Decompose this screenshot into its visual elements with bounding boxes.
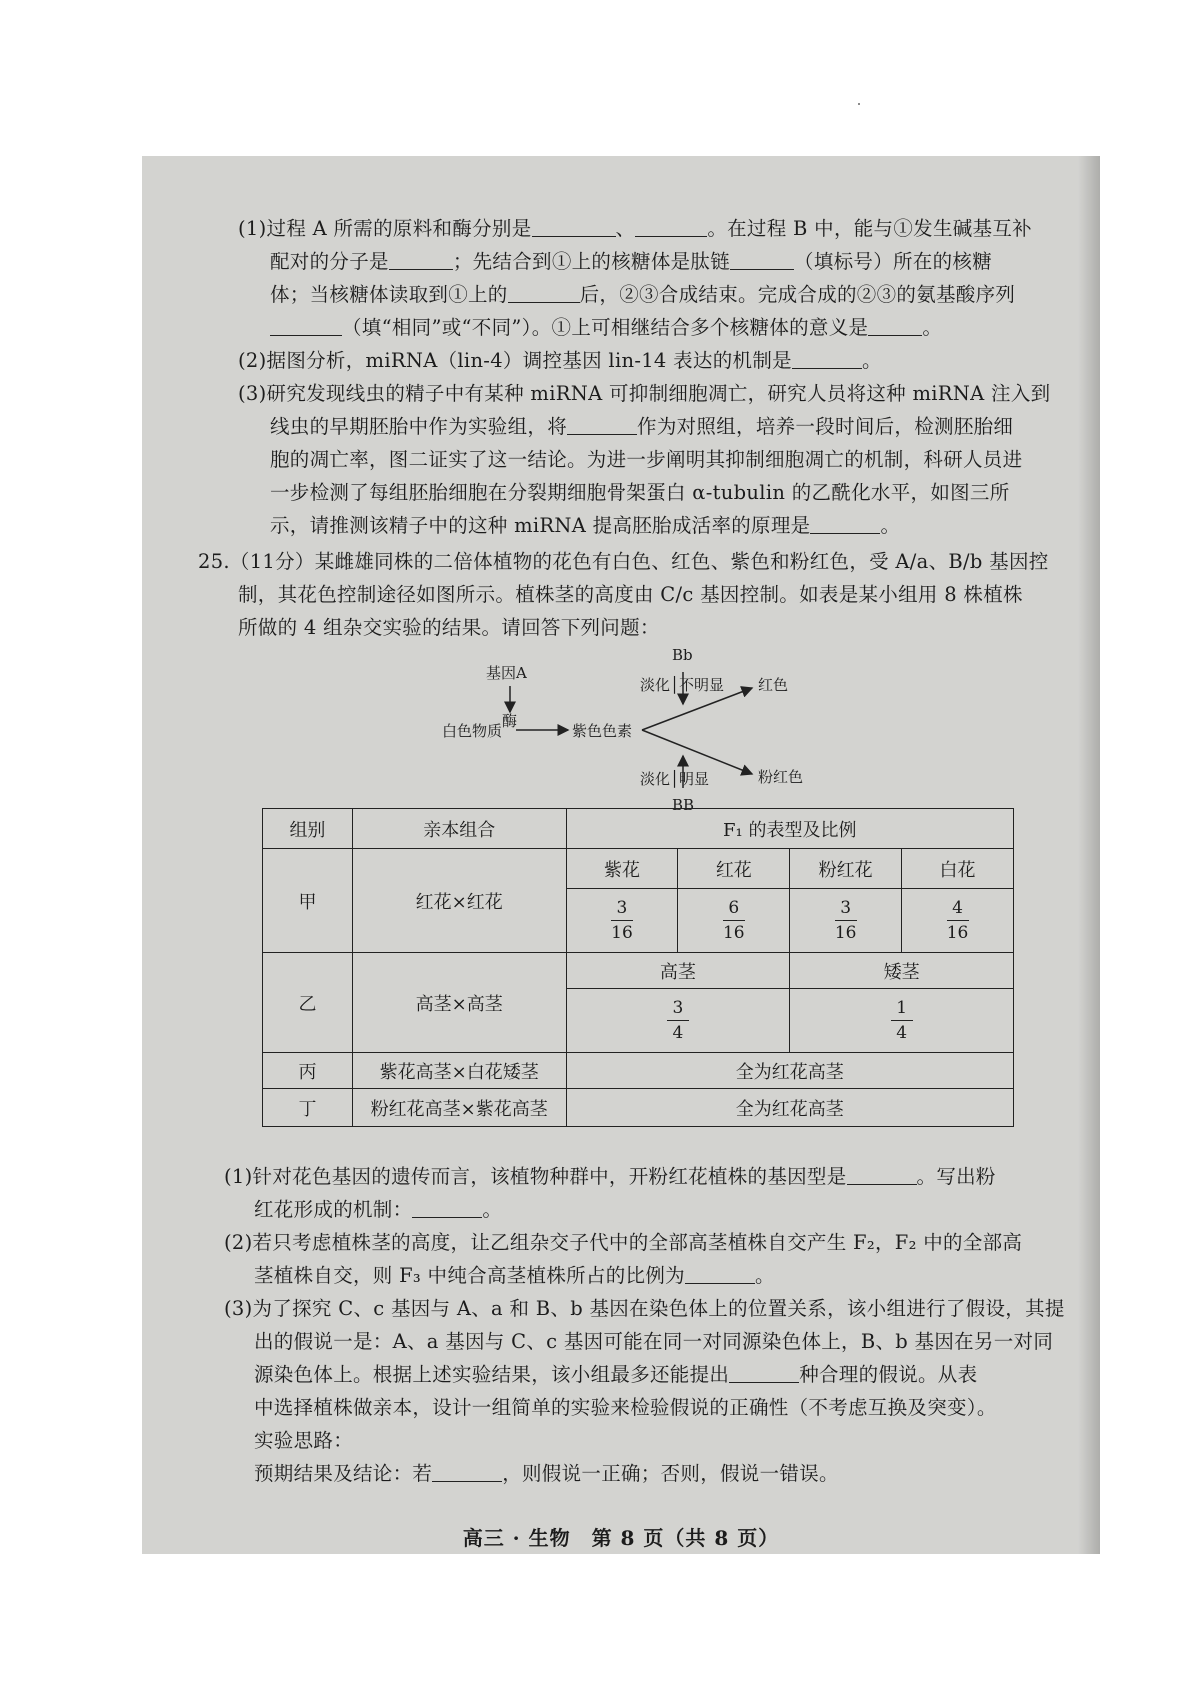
q24-part3-line1: (3)研究发现线虫的精子中有某种 miRNA 可抑制细胞凋亡，研究人员将这种 miRNA 注入到	[238, 382, 1051, 405]
q25-sub3-line4: 中选择植株做亲本，设计一组简单的实验来检验假说的正确性（不考虑互换及突变）。	[254, 1396, 997, 1419]
header-group: 组别	[263, 809, 353, 849]
q24-part1-line3: 体；当核糖体读取到①上的 后，②③合成结束。完成合成的②③的氨基酸序列	[270, 283, 1016, 306]
parents-yi: 高茎×高茎	[352, 953, 566, 1053]
q25-sub3-line3: 源染色体上。根据上述实验结果，该小组最多还能提出 种合理的假说。从表	[254, 1363, 978, 1386]
ratio-purple: $\frac{3}{16}$	[566, 889, 678, 953]
q25-sub1-line2: 红花形成的机制： 。	[254, 1198, 503, 1221]
fade-obvious-label: 淡化│明显	[640, 770, 710, 788]
fade-not-obvious-label: 淡化│不明显	[640, 676, 725, 694]
ratio-white: $\frac{4}{16}$	[902, 889, 1014, 953]
q25-intro-line1: 25.（11分）某雌雄同株的二倍体植物的花色有白色、红色、紫色和粉红色，受 A/a、B/b 基因控	[198, 550, 1049, 573]
page-edge-shadow	[1078, 156, 1100, 1554]
answer-blank[interactable]	[270, 315, 342, 336]
q24-part3-line3: 胞的凋亡率，图二证实了这一结论。为进一步阐明其抑制细胞凋亡的机制，科研人员进	[270, 448, 1023, 471]
exam-page	[142, 156, 1100, 1554]
enzyme-label: 酶	[502, 712, 518, 730]
q25-sub2-line1: (2)若只考虑植株茎的高度，让乙组杂交子代中的全部高茎植株自交产生 F₂，F₂ 中的全部高	[224, 1231, 1023, 1254]
answer-blank[interactable]	[730, 249, 794, 270]
ratio-tall: $\frac{3}{4}$	[566, 989, 790, 1053]
cross-results-table	[262, 808, 1014, 1127]
ratio-red: $\frac{6}{16}$	[678, 889, 790, 953]
group-bing: 丙	[263, 1053, 353, 1089]
phenotype-tall: 高茎	[566, 953, 790, 989]
result-bing: 全为红花高茎	[566, 1053, 1013, 1089]
q25-sub3-line2: 出的假说一是：A、a 基因与 C、c 基因可能在同一对同源染色体上，B、b 基因在另一对同	[254, 1330, 1054, 1353]
bb-top-label: Bb	[672, 646, 693, 664]
ratio-short: $\frac{1}{4}$	[790, 989, 1014, 1053]
answer-blank[interactable]	[810, 513, 880, 534]
q25-sub3-line5: 实验思路：	[254, 1429, 354, 1452]
answer-blank[interactable]	[847, 1164, 917, 1185]
q25-sub2-line2: 茎植株自交，则 F₃ 中纯合高茎植株所占的比例为 。	[254, 1264, 775, 1287]
q25-sub1-line1: (1)针对花色基因的遗传而言，该植物种群中，开粉红花植株的基因型是 。写出粉	[224, 1165, 996, 1188]
phenotype-purple: 紫花	[566, 849, 678, 889]
q24-part3-line4: 一步检测了每组胚胎细胞在分裂期细胞骨架蛋白 α-tubulin 的乙酰化水平，如图三所	[270, 481, 1010, 504]
answer-blank[interactable]	[432, 1461, 502, 1482]
group-jia: 甲	[263, 849, 353, 953]
phenotype-red: 红花	[678, 849, 790, 889]
answer-blank[interactable]	[635, 216, 707, 237]
answer-blank[interactable]	[508, 282, 580, 303]
answer-blank[interactable]	[868, 315, 922, 336]
q25-intro-line2: 制，其花色控制途径如图所示。植株茎的高度由 C/c 基因控制。如表是某小组用 8 株植株	[238, 583, 1023, 606]
parents-ding: 粉红花高茎×紫花高茎	[352, 1089, 566, 1127]
group-ding: 丁	[263, 1089, 353, 1127]
answer-blank[interactable]	[729, 1362, 799, 1383]
purple-pigment-label: 紫色色素	[572, 722, 633, 740]
pink-label: 粉红色	[758, 768, 804, 786]
white-substance-label: 白色物质	[442, 722, 503, 740]
parents-jia: 红花×红花	[352, 849, 566, 953]
q24-part1-line4: （填“相同”或“不同”）。①上可相继结合多个核糖体的意义是 。	[270, 311, 942, 344]
bb-bottom-label: BB	[672, 796, 695, 814]
group-yi: 乙	[263, 953, 353, 1053]
answer-blank[interactable]	[412, 1197, 482, 1218]
red-label: 红色	[758, 676, 789, 694]
q24-part1-line2: 配对的分子是 ；先结合到①上的核糖体是肽链 （填标号）所在的核糖	[270, 250, 993, 273]
answer-blank[interactable]	[567, 414, 637, 435]
flower-color-pathway-diagram	[442, 646, 862, 826]
q25-intro-line3: 所做的 4 组杂交实验的结果。请回答下列问题：	[238, 616, 660, 639]
phenotype-short: 矮茎	[790, 953, 1014, 989]
header-parents: 亲本组合	[352, 809, 566, 849]
ratio-pink: $\frac{3}{16}$	[790, 889, 902, 953]
parents-bing: 紫花高茎×白花矮茎	[352, 1053, 566, 1089]
header-f1: F₁ 的表型及比例	[566, 809, 1013, 849]
phenotype-white: 白花	[902, 849, 1014, 889]
q24-part1-line1: (1)过程 A 所需的原料和酶分别是 、 。在过程 B 中，能与①发生碱基互补	[238, 217, 1032, 240]
result-ding: 全为红花高茎	[566, 1089, 1013, 1127]
q25-sub3-line6: 预期结果及结论：若 ，则假说一正确；否则，假说一错误。	[254, 1462, 839, 1485]
q24-part3-line2: 线虫的早期胚胎中作为实验组，将 作为对照组，培养一段时间后，检测胚胎细	[270, 415, 1014, 438]
answer-blank[interactable]	[532, 216, 616, 237]
speck	[858, 103, 860, 105]
phenotype-pink: 粉红花	[790, 849, 902, 889]
gene-a-label: 基因A	[486, 664, 527, 682]
answer-blank[interactable]	[685, 1263, 755, 1284]
q24-part3-line5: 示，请推测该精子中的这种 miRNA 提高胚胎成活率的原理是 。	[270, 514, 901, 537]
q24-part2: (2)据图分析，miRNA（lin-4）调控基因 lin-14 表达的机制是 。	[238, 349, 882, 372]
answer-blank[interactable]	[792, 348, 862, 369]
q25-sub3-line1: (3)为了探究 C、c 基因与 A、a 和 B、b 基因在染色体上的位置关系，该小组进行了假设，其提	[224, 1297, 1065, 1320]
page-footer: 高三 · 生物 第 8 页（共 8 页）	[462, 1526, 780, 1550]
answer-blank[interactable]	[389, 249, 453, 270]
